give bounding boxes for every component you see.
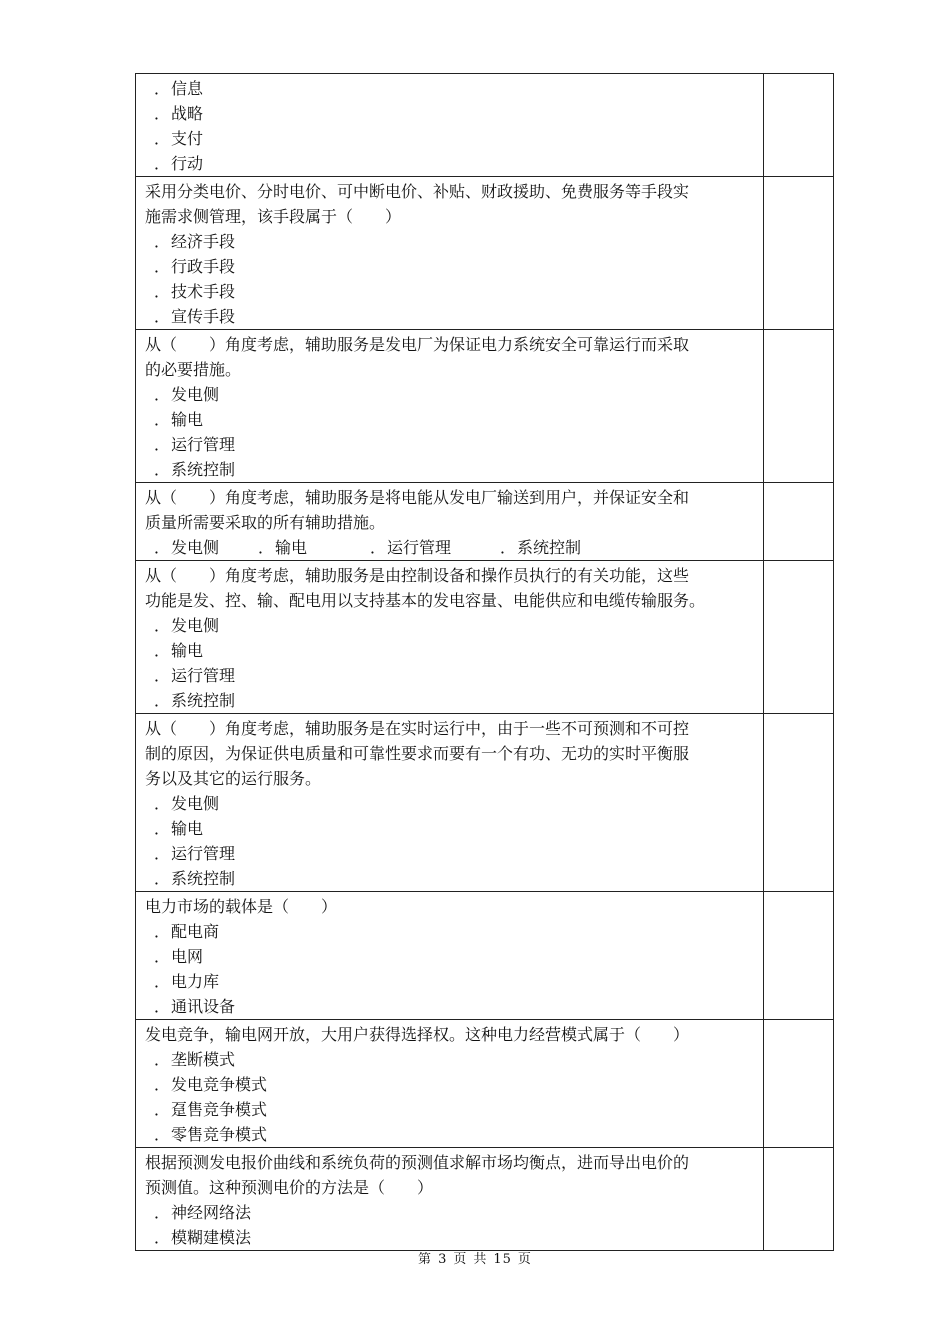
answer-option [145, 969, 757, 994]
question-stem-line: 质量所需要采取的所有辅助措施。 [145, 513, 386, 532]
answer-options-inline [145, 535, 757, 560]
question-stem-line: 采用分类电价、分时电价、可中断电价、补贴、财政援助、免费服务等手段实 [145, 182, 690, 201]
option-text: 通讯设备 [171, 997, 236, 1016]
option-text: 发电侧 [171, 385, 220, 404]
option-text: 零售竞争模式 [171, 1125, 268, 1144]
option-text: 发电侧 [171, 616, 220, 635]
option-text: 发电侧 [171, 794, 220, 813]
answer-option [145, 382, 757, 407]
answer-option [145, 304, 757, 329]
option-marker: ． [154, 947, 171, 966]
option-marker: ． [154, 1228, 171, 1247]
option-text: 运行管理 [171, 666, 236, 685]
question-row [136, 177, 834, 330]
option-marker: ． [154, 616, 171, 635]
answer-cell [764, 714, 834, 892]
option-marker: ． [154, 1100, 171, 1119]
answer-option [145, 101, 757, 126]
option-marker: ． [154, 232, 171, 251]
question-cell [136, 892, 764, 1020]
answer-option [145, 229, 757, 254]
answer-cell [764, 1148, 834, 1251]
answer-option [145, 866, 757, 891]
answer-option [145, 1225, 757, 1250]
footer-page-number: 3 [438, 1252, 448, 1267]
question-stem-line: 从（ ）角度考虑，辅助服务是发电厂为保证电力系统安全可靠运行而采取 [145, 335, 690, 354]
option-text: 输电 [275, 538, 308, 557]
option-marker: ． [154, 79, 171, 98]
option-marker: ． [154, 410, 171, 429]
option-text: 神经网络法 [171, 1203, 252, 1222]
question-stem-line: 发电竞争，输电网开放，大用户获得选择权。这种电力经营模式属于（ ） [145, 1025, 690, 1044]
option-marker: ． [154, 1075, 171, 1094]
question-stem-line: 根据预测发电报价曲线和系统负荷的预测值求解市场均衡点，进而导出电价的 [145, 1153, 690, 1172]
question-table-body [136, 74, 834, 1251]
option-text: 趸售竞争模式 [171, 1100, 268, 1119]
answer-cell [764, 74, 834, 177]
answer-option [145, 254, 757, 279]
question-row [136, 1148, 834, 1251]
question-stem-line: 施需求侧管理，该手段属于（ ） [145, 207, 402, 226]
option-marker: ． [258, 538, 275, 557]
footer-prefix: 第 [418, 1252, 433, 1267]
answer-option [145, 994, 757, 1019]
answer-option [145, 151, 757, 176]
option-marker: ． [154, 794, 171, 813]
answer-option [145, 791, 757, 816]
option-text: 支付 [171, 129, 204, 148]
question-stem-line: 的必要措施。 [145, 360, 242, 379]
answer-option [145, 279, 757, 304]
option-marker: ． [154, 1125, 171, 1144]
option-marker: ． [154, 641, 171, 660]
option-marker: ． [154, 922, 171, 941]
footer-suffix: 页 [517, 1252, 532, 1267]
option-marker: ． [154, 435, 171, 454]
option-text: 发电竞争模式 [171, 1075, 268, 1094]
answer-option [145, 841, 757, 866]
question-row [136, 330, 834, 483]
option-marker: ． [370, 538, 387, 557]
footer-page-label: 页 [453, 1252, 468, 1267]
option-marker: ． [154, 972, 171, 991]
option-text: 运行管理 [387, 538, 452, 557]
answer-option [145, 535, 219, 560]
option-marker: ． [154, 385, 171, 404]
question-stem-line: 从（ ）角度考虑，辅助服务是由控制设备和操作员执行的有关功能，这些 [145, 566, 690, 585]
footer-total-pages: 15 [493, 1252, 512, 1267]
answer-option [145, 663, 757, 688]
answer-cell [764, 330, 834, 483]
option-marker: ． [154, 691, 171, 710]
answer-option [145, 407, 757, 432]
question-stem-line: 从（ ）角度考虑，辅助服务是在实时运行中，由于一些不可预测和不可控 [145, 719, 690, 738]
option-text: 输电 [171, 819, 204, 838]
answer-option [145, 126, 757, 151]
option-text: 技术手段 [171, 282, 236, 301]
answer-option [145, 1122, 757, 1147]
option-text: 电网 [171, 947, 204, 966]
option-marker: ． [154, 307, 171, 326]
answer-cell [764, 177, 834, 330]
option-marker: ． [154, 129, 171, 148]
page-footer [0, 1248, 950, 1267]
footer-total-label: 共 [473, 1252, 488, 1267]
option-text: 信息 [171, 79, 204, 98]
option-marker: ． [154, 844, 171, 863]
option-marker: ． [154, 997, 171, 1016]
option-text: 输电 [171, 641, 204, 660]
question-stem-line: 电力市场的载体是（ ） [145, 897, 338, 916]
question-row [136, 1020, 834, 1148]
question-cell [136, 1148, 764, 1251]
question-stem-line: 预测值。这种预测电价的方法是（ ） [145, 1178, 434, 1197]
option-text: 运行管理 [171, 844, 236, 863]
answer-option [145, 76, 757, 101]
answer-option [249, 535, 307, 560]
option-text: 系统控制 [171, 869, 236, 888]
option-marker: ． [154, 154, 171, 173]
question-stem-line: 功能是发、控、输、配电用以支持基本的发电容量、电能供应和电缆传输服务。 [145, 591, 706, 610]
answer-option [145, 1047, 757, 1072]
question-row [136, 892, 834, 1020]
option-text: 垄断模式 [171, 1050, 236, 1069]
question-stem-line: 制的原因，为保证供电质量和可靠性要求而要有一个有功、无功的实时平衡服 [145, 744, 690, 763]
question-row [136, 714, 834, 892]
question-row [136, 483, 834, 561]
question-row [136, 74, 834, 177]
answer-option [145, 688, 757, 713]
option-text: 战略 [171, 104, 204, 123]
answer-cell [764, 892, 834, 1020]
option-marker: ． [154, 869, 171, 888]
question-cell [136, 74, 764, 177]
option-marker: ． [154, 257, 171, 276]
answer-option [145, 1097, 757, 1122]
question-cell [136, 483, 764, 561]
answer-cell [764, 561, 834, 714]
option-text: 配电商 [171, 922, 220, 941]
option-marker: ． [500, 538, 517, 557]
option-marker: ． [154, 460, 171, 479]
answer-option [491, 535, 581, 560]
answer-cell [764, 1020, 834, 1148]
option-marker: ． [154, 666, 171, 685]
answer-option [145, 638, 757, 663]
answer-option [361, 535, 451, 560]
question-stem-line: 从（ ）角度考虑，辅助服务是将电能从发电厂输送到用户，并保证安全和 [145, 488, 690, 507]
option-marker: ． [154, 538, 171, 557]
option-text: 电力库 [171, 972, 220, 991]
option-text: 系统控制 [171, 691, 236, 710]
question-cell [136, 177, 764, 330]
option-marker: ． [154, 1203, 171, 1222]
option-text: 行动 [171, 154, 204, 173]
option-text: 输电 [171, 410, 204, 429]
question-table [135, 73, 834, 1251]
option-marker: ． [154, 104, 171, 123]
answer-option [145, 1072, 757, 1097]
answer-option [145, 919, 757, 944]
question-cell [136, 1020, 764, 1148]
question-cell [136, 330, 764, 483]
option-text: 系统控制 [171, 460, 236, 479]
option-text: 运行管理 [171, 435, 236, 454]
option-text: 宣传手段 [171, 307, 236, 326]
option-marker: ． [154, 282, 171, 301]
answer-option [145, 457, 757, 482]
question-cell [136, 714, 764, 892]
option-text: 行政手段 [171, 257, 236, 276]
answer-option [145, 432, 757, 457]
answer-cell [764, 483, 834, 561]
question-row [136, 561, 834, 714]
question-cell [136, 561, 764, 714]
answer-option [145, 613, 757, 638]
answer-option [145, 1200, 757, 1225]
option-text: 模糊建模法 [171, 1228, 252, 1247]
option-text: 发电侧 [171, 538, 220, 557]
option-text: 系统控制 [517, 538, 582, 557]
option-marker: ． [154, 819, 171, 838]
answer-option [145, 944, 757, 969]
option-text: 经济手段 [171, 232, 236, 251]
question-stem-line: 务以及其它的运行服务。 [145, 769, 322, 788]
option-marker: ． [154, 1050, 171, 1069]
answer-option [145, 816, 757, 841]
